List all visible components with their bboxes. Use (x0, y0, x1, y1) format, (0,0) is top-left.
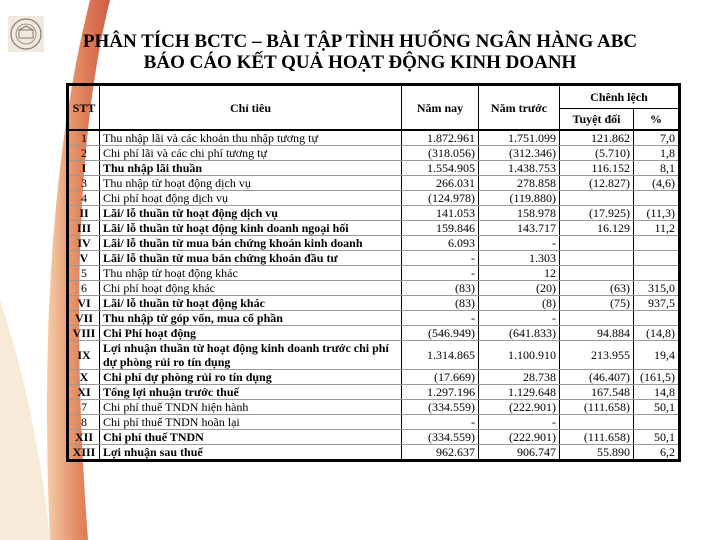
row-chi-tieu: Lãi/ lỗ thuần từ hoạt động khác (100, 296, 402, 311)
row-pct: (4,6) (634, 176, 680, 191)
table-row (68, 236, 680, 251)
row-nam-truoc: 1.129.648 (479, 385, 560, 400)
row-stt: III (68, 221, 100, 236)
row-tuyet-doi: 55.890 (560, 445, 634, 461)
table-row (68, 281, 680, 296)
row-nam-nay: (83) (402, 296, 479, 311)
row-pct: 1,8 (634, 146, 680, 161)
table-row (68, 385, 680, 400)
table-row (68, 251, 680, 266)
row-pct: (14,8) (634, 326, 680, 341)
row-pct: 315,0 (634, 281, 680, 296)
row-chi-tieu: Lãi/ lỗ thuần từ mua bán chứng khoán kinh doanh (100, 236, 402, 251)
row-chi-tieu: Lợi nhuận sau thuế (100, 445, 402, 461)
row-stt: V (68, 251, 100, 266)
row-nam-nay: 1.872.961 (402, 130, 479, 146)
row-nam-nay: 266.031 (402, 176, 479, 191)
row-pct (634, 311, 680, 326)
row-nam-truoc: (222.901) (479, 430, 560, 445)
row-tuyet-doi: 116.152 (560, 161, 634, 176)
row-nam-nay: - (402, 311, 479, 326)
table-row (68, 266, 680, 281)
row-chi-tieu: Thu nhập từ hoạt động dịch vụ (100, 176, 402, 191)
row-stt: 4 (68, 191, 100, 206)
row-stt: 8 (68, 415, 100, 430)
row-tuyet-doi (560, 415, 634, 430)
row-tuyet-doi (560, 236, 634, 251)
header-chenh-lech: Chênh lệch (560, 85, 680, 109)
bank-logo (8, 16, 44, 52)
table-row (68, 146, 680, 161)
row-tuyet-doi: (63) (560, 281, 634, 296)
row-tuyet-doi: 121.862 (560, 130, 634, 146)
row-nam-truoc: (312.346) (479, 146, 560, 161)
slide-title: PHÂN TÍCH BCTC – BÀI TẬP TÌNH HUỐNG NGÂN HÀNG ABC (82, 31, 638, 52)
row-nam-nay: (334.559) (402, 400, 479, 415)
row-nam-nay: - (402, 415, 479, 430)
row-nam-truoc: 28.738 (479, 370, 560, 385)
row-pct: 937,5 (634, 296, 680, 311)
row-nam-nay: 962.637 (402, 445, 479, 461)
row-stt: XI (68, 385, 100, 400)
row-stt: IV (68, 236, 100, 251)
header-tuyet-doi: Tuyệt đối (560, 109, 634, 131)
row-nam-nay: - (402, 266, 479, 281)
table-row (68, 445, 680, 461)
row-stt: VIII (68, 326, 100, 341)
table-row (68, 400, 680, 415)
row-stt: 3 (68, 176, 100, 191)
row-nam-nay: (334.559) (402, 430, 479, 445)
row-chi-tieu: Lợi nhuận thuần từ hoạt động kinh doanh trước chi phí dự phòng rủi ro tín dụng (100, 341, 402, 370)
row-nam-truoc: 278.858 (479, 176, 560, 191)
row-nam-truoc: (20) (479, 281, 560, 296)
table-row (68, 130, 680, 146)
row-chi-tieu: Chi Phí hoạt động (100, 326, 402, 341)
row-tuyet-doi: (5.710) (560, 146, 634, 161)
row-tuyet-doi: (17.925) (560, 206, 634, 221)
row-nam-truoc: 12 (479, 266, 560, 281)
row-pct: 7,0 (634, 130, 680, 146)
row-chi-tieu: Tổng lợi nhuận trước thuế (100, 385, 402, 400)
table-row (68, 191, 680, 206)
row-pct (634, 236, 680, 251)
row-chi-tieu: Chi phí dự phòng rủi ro tín dụng (100, 370, 402, 385)
row-stt: 2 (68, 146, 100, 161)
table-row (68, 311, 680, 326)
row-tuyet-doi (560, 311, 634, 326)
header-nam-nay: Năm nay (402, 85, 479, 131)
row-nam-truoc: (222.901) (479, 400, 560, 415)
header-chi-tieu: Chỉ tiêu (100, 85, 402, 131)
row-tuyet-doi: (12.827) (560, 176, 634, 191)
row-stt: IX (68, 341, 100, 370)
table-row (68, 176, 680, 191)
row-nam-truoc: 906.747 (479, 445, 560, 461)
table-row (68, 370, 680, 385)
row-pct (634, 266, 680, 281)
table-row (68, 296, 680, 311)
row-pct: 8,1 (634, 161, 680, 176)
header-nam-truoc: Năm trước (479, 85, 560, 131)
row-pct: 6,2 (634, 445, 680, 461)
row-tuyet-doi: (111.658) (560, 430, 634, 445)
row-stt: 7 (68, 400, 100, 415)
row-nam-nay: (124.978) (402, 191, 479, 206)
row-pct (634, 191, 680, 206)
row-nam-truoc: (8) (479, 296, 560, 311)
row-pct (634, 251, 680, 266)
row-nam-nay: (546.949) (402, 326, 479, 341)
row-nam-truoc: - (479, 311, 560, 326)
row-chi-tieu: Thu nhập từ góp vốn, mua cổ phần (100, 311, 402, 326)
row-tuyet-doi (560, 266, 634, 281)
row-chi-tieu: Chi phí hoạt động dịch vụ (100, 191, 402, 206)
row-nam-truoc: - (479, 415, 560, 430)
row-chi-tieu: Chi phí thuế TNDN hoãn lại (100, 415, 402, 430)
row-pct: 50,1 (634, 400, 680, 415)
row-stt: VI (68, 296, 100, 311)
row-nam-truoc: 1.751.099 (479, 130, 560, 146)
row-nam-truoc: 1.438.753 (479, 161, 560, 176)
row-chi-tieu: Chi phí thuế TNDN (100, 430, 402, 445)
row-tuyet-doi: 213.955 (560, 341, 634, 370)
row-tuyet-doi (560, 191, 634, 206)
row-nam-truoc: 158.978 (479, 206, 560, 221)
table-row (68, 341, 680, 370)
row-chi-tieu: Chi phí hoạt động khác (100, 281, 402, 296)
row-nam-truoc: 143.717 (479, 221, 560, 236)
row-nam-nay: 1.554.905 (402, 161, 479, 176)
row-pct: 11,2 (634, 221, 680, 236)
row-chi-tieu: Lãi/ lỗ thuần từ mua bán chứng khoán đầu tư (100, 251, 402, 266)
row-stt: 6 (68, 281, 100, 296)
row-nam-truoc: 1.303 (479, 251, 560, 266)
row-pct (634, 415, 680, 430)
row-stt: I (68, 161, 100, 176)
slide-subtitle: BÁO CÁO KẾT QUẢ HOẠT ĐỘNG KINH DOANH (143, 52, 577, 73)
header-stt: STT (68, 85, 100, 131)
table-row (68, 161, 680, 176)
row-stt: 1 (68, 130, 100, 146)
income-statement-table (66, 83, 681, 462)
row-stt: X (68, 370, 100, 385)
row-stt: II (68, 206, 100, 221)
row-tuyet-doi: (111.658) (560, 400, 634, 415)
row-chi-tieu: Thu nhập lãi và các khoản thu nhập tương tự (100, 130, 402, 146)
table-row (68, 415, 680, 430)
row-nam-nay: (318.056) (402, 146, 479, 161)
row-pct: (11,3) (634, 206, 680, 221)
row-pct: 14,8 (634, 385, 680, 400)
row-chi-tieu: Chi phí thuế TNDN hiện hành (100, 400, 402, 415)
row-tuyet-doi (560, 251, 634, 266)
row-tuyet-doi: (46.407) (560, 370, 634, 385)
row-stt: VII (68, 311, 100, 326)
row-chi-tieu: Lãi/ lỗ thuần từ hoạt động kinh doanh ngoại hối (100, 221, 402, 236)
row-tuyet-doi: 167.548 (560, 385, 634, 400)
row-chi-tieu: Thu nhập lãi thuần (100, 161, 402, 176)
row-nam-nay: 159.846 (402, 221, 479, 236)
row-nam-truoc: - (479, 236, 560, 251)
row-chi-tieu: Thu nhập từ hoạt động khác (100, 266, 402, 281)
row-nam-truoc: 1.100.910 (479, 341, 560, 370)
row-nam-nay: - (402, 251, 479, 266)
row-nam-truoc: (641.833) (479, 326, 560, 341)
row-tuyet-doi: 16.129 (560, 221, 634, 236)
row-stt: 5 (68, 266, 100, 281)
row-nam-nay: 141.053 (402, 206, 479, 221)
row-tuyet-doi: 94.884 (560, 326, 634, 341)
row-nam-nay: 1.297.196 (402, 385, 479, 400)
row-chi-tieu: Lãi/ lỗ thuần từ hoạt động dịch vụ (100, 206, 402, 221)
row-pct: 50,1 (634, 430, 680, 445)
row-nam-nay: (17.669) (402, 370, 479, 385)
table-row (68, 430, 680, 445)
table-row (68, 206, 680, 221)
row-nam-nay: 6.093 (402, 236, 479, 251)
row-nam-nay: (83) (402, 281, 479, 296)
row-stt: XII (68, 430, 100, 445)
row-pct: (161,5) (634, 370, 680, 385)
row-chi-tieu: Chi phí lãi và các chi phí tương tự (100, 146, 402, 161)
header-pct: % (634, 109, 680, 131)
row-tuyet-doi: (75) (560, 296, 634, 311)
row-pct: 19,4 (634, 341, 680, 370)
row-nam-nay: 1.314.865 (402, 341, 479, 370)
table-row (68, 221, 680, 236)
table-row (68, 326, 680, 341)
row-stt: XIII (68, 445, 100, 461)
row-nam-truoc: (119.880) (479, 191, 560, 206)
